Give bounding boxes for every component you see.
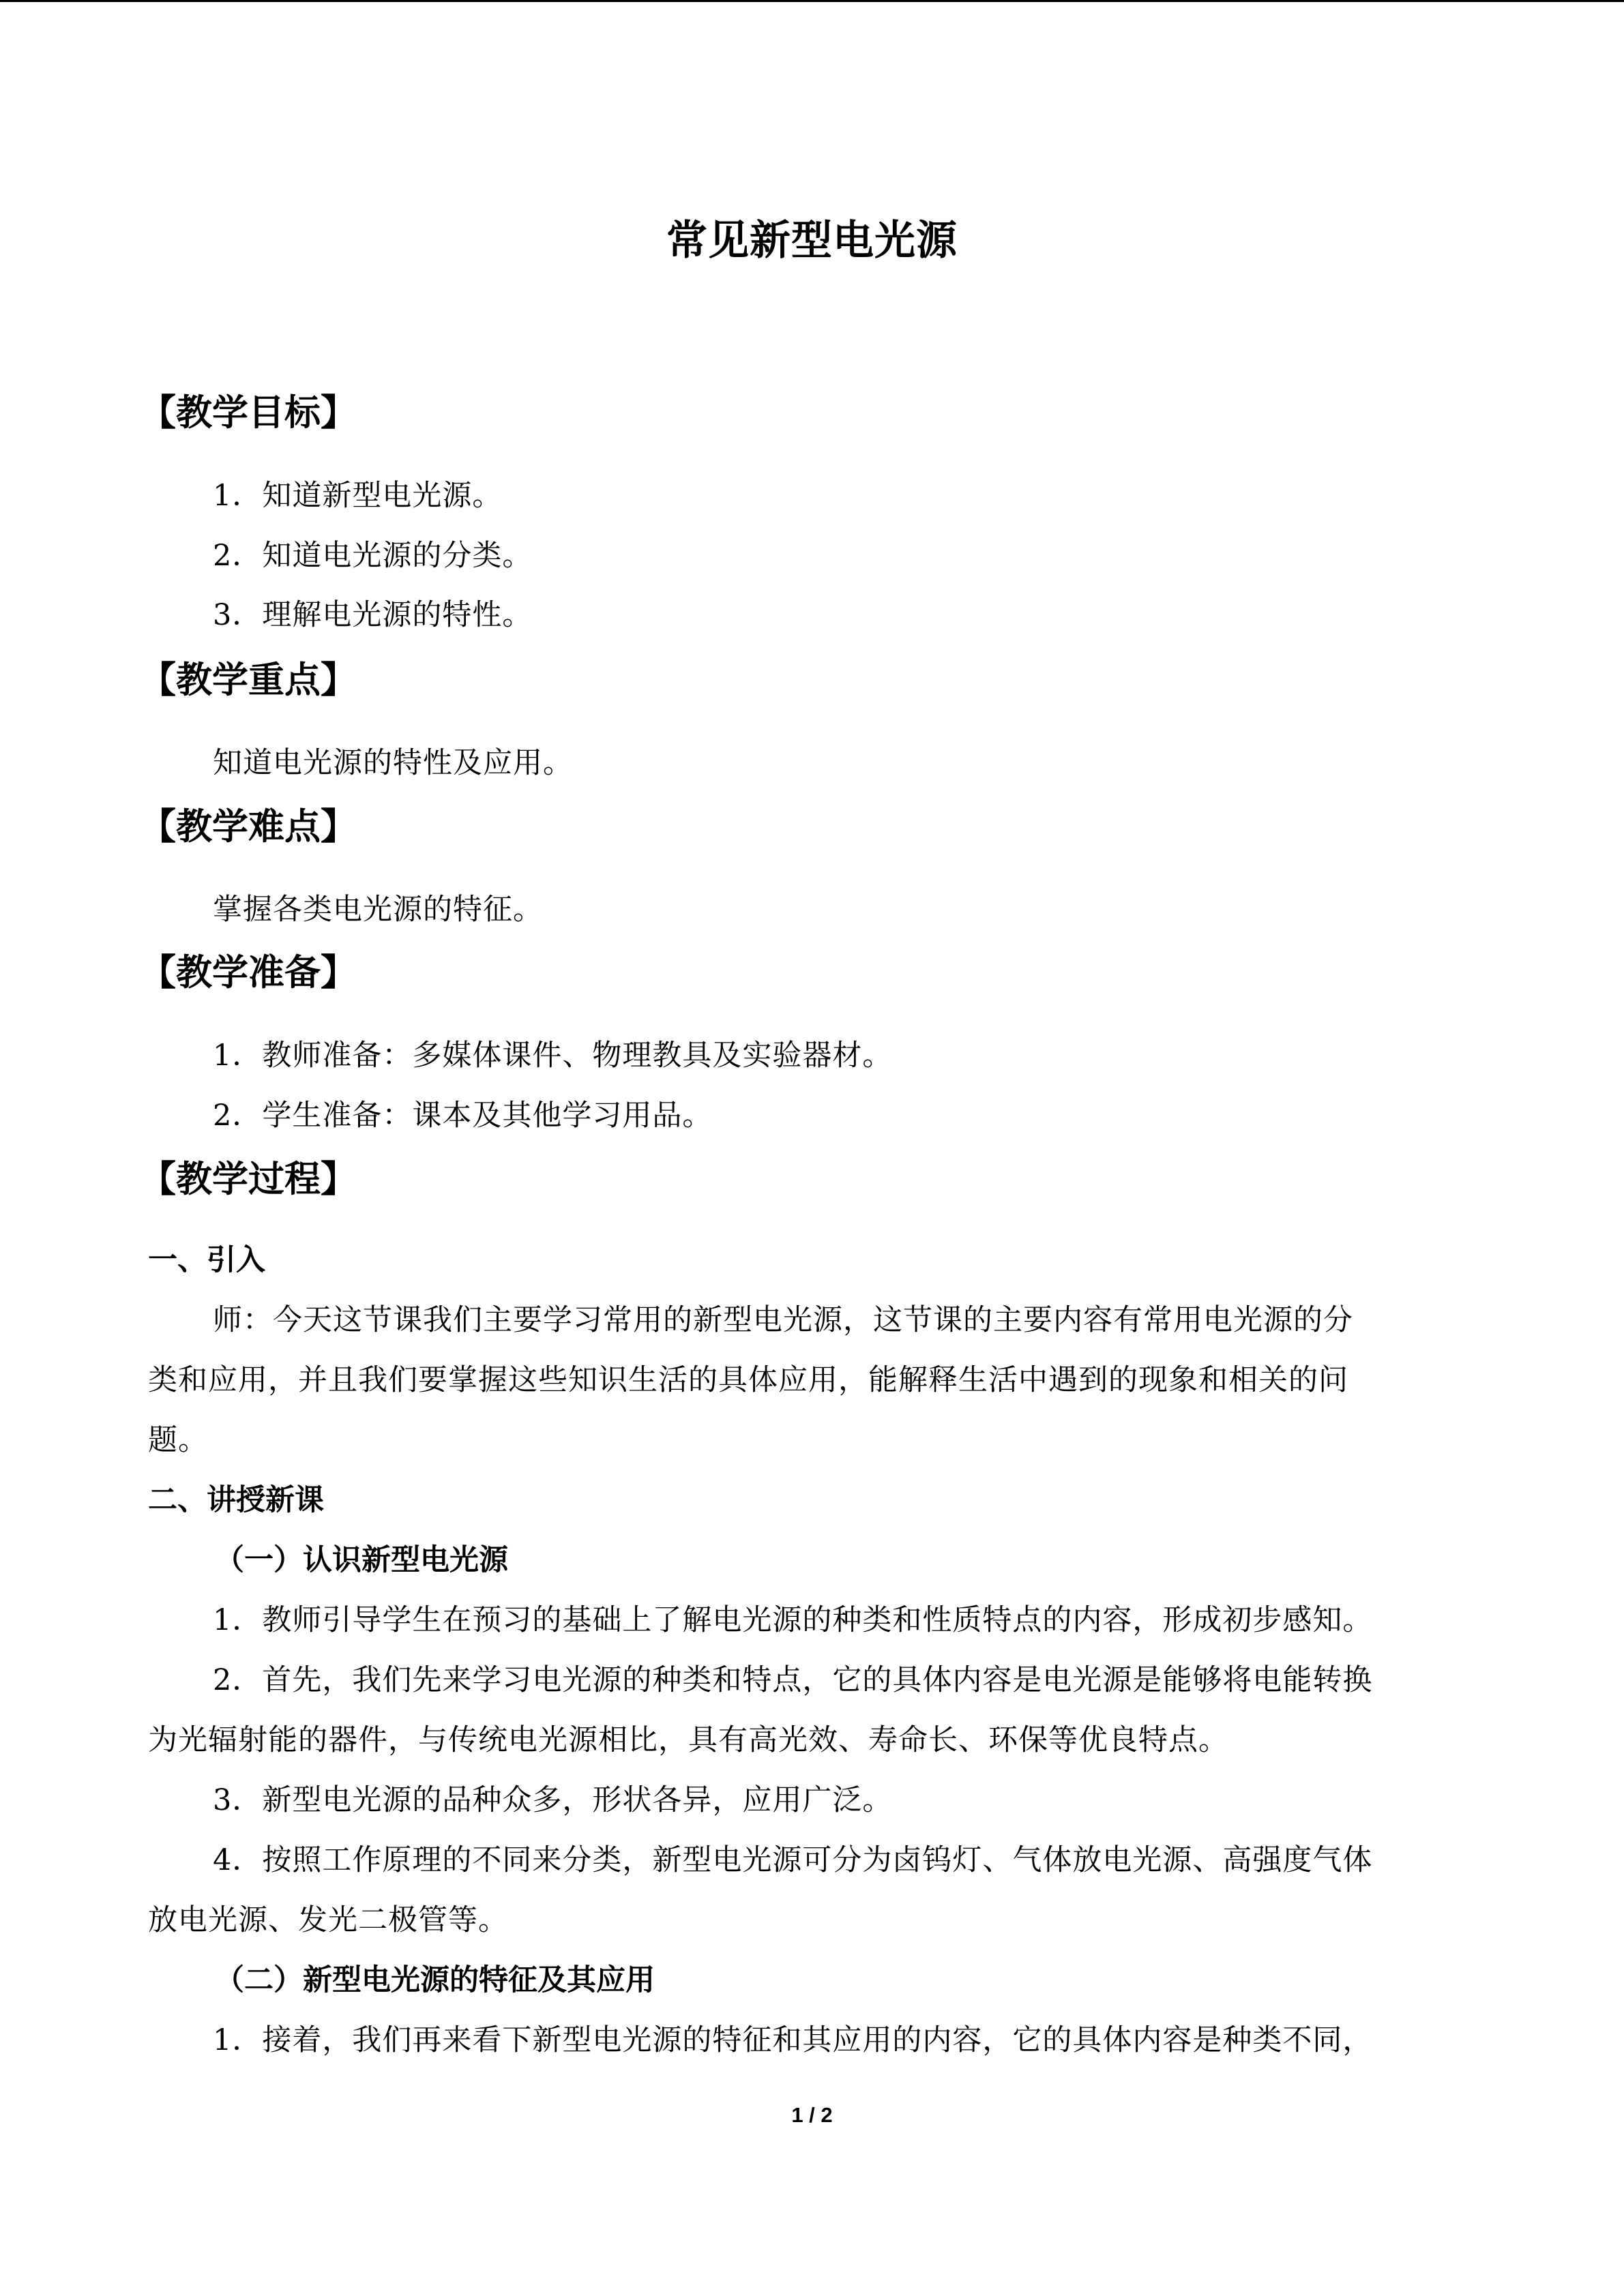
difficulties-text: 掌握各类电光源的特征。 xyxy=(213,893,543,927)
page-top-border xyxy=(0,0,1624,2)
intro-line-2: 类和应用，并且我们要掌握这些知识生活的具体应用，能解释生活中遇到的现象和相关的问 xyxy=(148,1363,1348,1397)
preparation-item-2: 2．学生准备：课本及其他学习用品。 xyxy=(213,1099,713,1133)
part1-line-6: 放电光源、发光二极管等。 xyxy=(148,1903,508,1937)
part1-line-3: 为光辐射能的器件，与传统电光源相比，具有高光效、寿命长、环保等优良特点。 xyxy=(148,1723,1228,1757)
preparation-item-1: 1．教师准备：多媒体课件、物理教具及实验器材。 xyxy=(213,1039,893,1073)
objective-item-2: 2．知道电光源的分类。 xyxy=(213,539,533,573)
part1-line-1: 1．教师引导学生在预习的基础上了解电光源的种类和性质特点的内容，形成初步感知。 xyxy=(213,1603,1373,1637)
part1-line-2: 2．首先，我们先来学习电光源的种类和特点，它的具体内容是电光源是能够将电能转换 xyxy=(213,1663,1373,1697)
subheading-new-lesson: 二、讲授新课 xyxy=(148,1483,324,1517)
part2-heading: （二）新型电光源的特征及其应用 xyxy=(215,1963,655,1997)
objective-item-3: 3．理解电光源的特性。 xyxy=(213,598,533,632)
part1-line-5: 4．按照工作原理的不同来分类，新型电光源可分为卤钨灯、气体放电光源、高强度气体 xyxy=(213,1843,1373,1877)
part2-line-1: 1．接着，我们再来看下新型电光源的特征和其应用的内容，它的具体内容是种类不同， xyxy=(213,2023,1373,2057)
section-heading-preparation: 【教学准备】 xyxy=(140,952,357,994)
part1-heading: （一）认识新型电光源 xyxy=(215,1543,508,1577)
intro-line-1: 师：今天这节课我们主要学习常用的新型电光源，这节课的主要内容有常用电光源的分 xyxy=(213,1303,1353,1337)
objective-item-1: 1．知道新型电光源。 xyxy=(213,479,503,513)
key-points-text: 知道电光源的特性及应用。 xyxy=(213,746,573,780)
intro-line-3: 题。 xyxy=(148,1423,208,1457)
page-title: 常见新型电光源 xyxy=(666,217,958,265)
subheading-intro: 一、引入 xyxy=(148,1243,265,1277)
section-heading-key-points: 【教学重点】 xyxy=(140,659,357,701)
section-heading-objectives: 【教学目标】 xyxy=(140,392,357,434)
section-heading-process: 【教学过程】 xyxy=(140,1159,357,1200)
section-heading-difficulties: 【教学难点】 xyxy=(140,806,357,848)
page-number: 1 / 2 xyxy=(791,2103,833,2127)
part1-line-4: 3．新型电光源的品种众多，形状各异，应用广泛。 xyxy=(213,1783,893,1817)
